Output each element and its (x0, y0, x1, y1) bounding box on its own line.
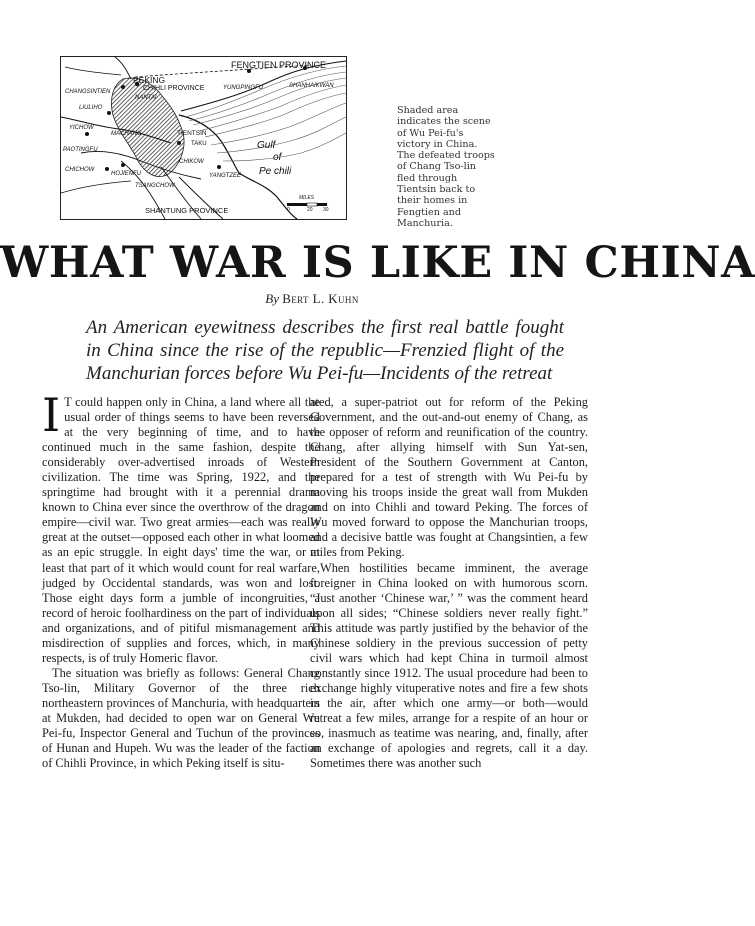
map-label-hojienfu: HOJIENFU (111, 171, 141, 177)
map-caption: Shaded area indicates the scene of Wu Pei-fu's victory in China. The defeated troops of Chang Tso-lin fled through Tientsin back to their homes in Fengtien and Manchuria. (397, 105, 495, 229)
map-scale-30: 30 (323, 207, 329, 213)
map-label-yungpingfu: YUNGPINGFU (223, 85, 264, 91)
map-label-chichow: CHICHOW (65, 167, 95, 173)
map-label-yichow: YICHOW (69, 125, 94, 131)
map-label-liulihou: LIULIHO (79, 105, 103, 111)
article-deck: An American eyewitness describes the first real battle fought in China since the rise of the republic—Frenzied flight of the Manchurian forces before Wu Pei-fu—Incidents of the retreat (86, 317, 564, 384)
paragraph-text: T could happen only in China, a land where all the usual order of things seems to have been reversed at the very beginning of time, and to have continued much in the same fashion, despite the considerably over-advertised inroads of Western civilization. The time was Spring, 1922, and the springtime had brought with it a perennial drama known to China ever since the overthrow of the dragon empire—civil war. Two great armies—each was really great at the outset—opposed each other in what loomed as an epic struggle. In eight days' time the war, or at least that part of it which would count for real warfare, judged by Occidental standards, was won and lost. Those eight days form a jumble of incongruities, a record of heroic foolhardiness on the part of individuals and organizations, and of pitiful mismanagement and misdirection of supplies and forces, which, in many respects, is of truly Homeric flavor. (42, 395, 320, 665)
map-label-tientsin: TIENTSIN (177, 130, 207, 137)
byline-author: Bert L. Kuhn (282, 291, 359, 306)
body-paragraph: When hostilities became imminent, the average foreigner in China looked on with humorous scorn. “Just another ‘Chinese war,’ ” was the comment heard upon all sides; “Chinese soldiers never really fight.” This attitude was partly justified by the behavior of the Chinese soldiery in the previous succession of petty civil wars which had kept China in turmoil almost constantly since 1912. The usual procedure had been to exchange highly vituperative notes and fire a few shots in the air, after which one army—or both—would retreat a few miles, arrange for a respite of an hour or so, inasmuch as teatime was nearing, and, finally, after an exchange of apologies and regrets, call it a day. Sometimes there was another such (310, 560, 588, 771)
map-label-nantai: NANTAI (135, 95, 157, 101)
map-label-pechili: Pe chili (259, 166, 292, 177)
body-column-left (42, 388, 320, 771)
body-column-right (310, 395, 588, 771)
byline (0, 291, 624, 307)
map-label-peking: PEKING (133, 75, 166, 85)
map-label-machang: MACHANG (111, 131, 142, 137)
map-label-paotingfu: PAOTINGFU (63, 147, 98, 153)
map-label-chihow: CHIKOW (179, 159, 204, 165)
map-label-fengtien: FENGTIEN PROVINCE (231, 60, 327, 70)
body-paragraph: ated, a super-patriot out for reform of the Peking Government, and the out-and-out enemy of Chang, as the opposer of reform and reunification of the country. Chang, after allying himself with Sun Yat-sen, President of the Southern Government at Canton, prepared for a test of strength with Wu Pei-fu by moving his troops inside the great wall from Mukden and on into Chihli and toward Peking. The forces of Wu moved forward to oppose the Manchurian troops, and a decisive battle was fought at Changsintien, a few miles from Peking. (310, 395, 588, 560)
map-label-of: of (273, 152, 282, 163)
map-label-taku: TAKU (191, 141, 207, 147)
map-label-changsintien: CHANGSINTIEN (65, 89, 111, 95)
drop-cap: I (42, 388, 61, 442)
map-scale-0: 0 (287, 207, 290, 213)
map-scale-20: 20 (307, 207, 313, 213)
article-title: WHAT WAR IS LIKE IN CHINA (0, 238, 755, 288)
map-label-tsangchow: TSANGCHOW (135, 183, 175, 189)
map-label-chihli: CHIHLI PROVINCE (143, 85, 205, 92)
map-scale-label: MILES (299, 195, 315, 201)
map-label-shantung: SHANTUNG PROVINCE (145, 206, 229, 215)
map-label-yangtzee: YANGTZEE (209, 173, 242, 179)
body-paragraph: The situation was briefly as follows: General Chang Tso-lin, Military Governor of the three rich northeastern provinces of Manchuria, with headquarters at Mukden, had decided to open war on General Wu Pei-fu, Inspector General and Tuchun of the provinces of Hunan and Hupeh. Wu was the leader of the faction of Chihli Province, in which Peking itself is situ- (42, 665, 320, 771)
campaign-map (60, 56, 347, 220)
body-paragraph (42, 388, 320, 666)
scale-bar (287, 203, 327, 206)
byline-prefix: By (265, 291, 279, 306)
map-label-shanhaikwan: SHANHAIKWAN (289, 83, 334, 89)
map-label-gulf: Gulf (257, 140, 276, 151)
